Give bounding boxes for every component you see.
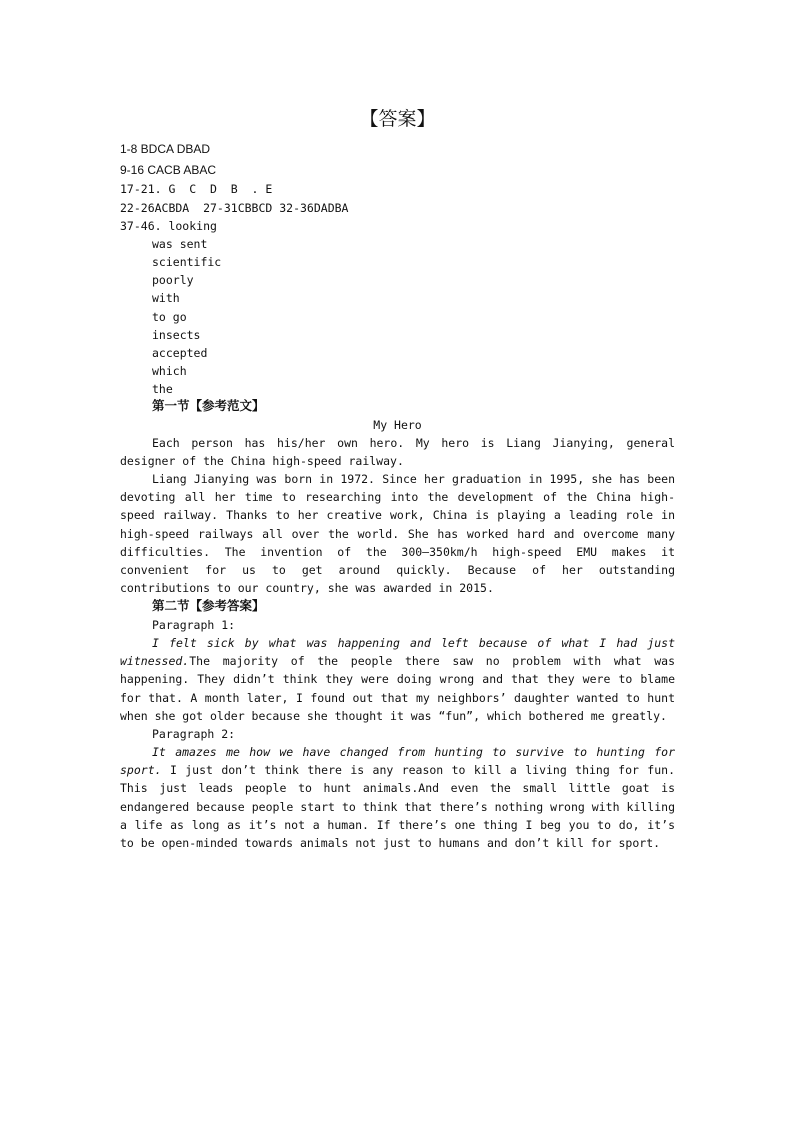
continuation-paragraph-2 [120, 743, 675, 852]
paragraph-2-label: Paragraph 2: [152, 727, 236, 741]
paragraph-2-opening: It amazes me how we have changed from hunting to survive to hunting for sport. [120, 745, 675, 778]
answer-line-2: 9-16 CACB ABAC [120, 163, 217, 177]
fill-word: poorly [152, 273, 194, 287]
answer-line-5: 37-46. looking [120, 219, 217, 233]
essay-title: My Hero [373, 418, 422, 432]
answer-line-4: 22-26ACBDA 27-31CBBCD 32-36DADBA [120, 201, 349, 215]
fill-word: which [152, 364, 187, 378]
fill-word: scientific [152, 255, 222, 269]
paragraph-1-label: Paragraph 1: [152, 618, 236, 632]
fill-word: was sent [152, 237, 208, 251]
fill-word: to go [152, 310, 187, 324]
paragraph-1-body: The majority of the people there saw no problem with what was happening. They didn’t think they were doing wrong and that they were to blame for that. A month later, I found out that my neighbors’ daughter wanted to hunt when she got older because she thought it was “fun”, which bothered me greatly. [120, 654, 675, 723]
fill-word: the [152, 382, 173, 396]
section1-header: 第一节【参考范文】 [152, 398, 265, 413]
fill-word: with [152, 291, 180, 305]
section2-header: 第二节【参考答案】 [152, 598, 265, 613]
fill-word: accepted [152, 346, 208, 360]
essay-paragraph-1: Each person has his/her own hero. My hero is Liang Jianying, general designer of the China high-speed railway. [120, 436, 675, 469]
page-title: 【答案】 [359, 108, 436, 130]
answer-line-1: 1-8 BDCA DBAD [120, 142, 211, 156]
fill-word: insects [152, 328, 201, 342]
continuation-paragraph-1 [120, 634, 675, 725]
answer-line-3: 17-21. G C D B . E [120, 182, 273, 196]
essay-paragraph-2: Liang Jianying was born in 1972. Since her graduation in 1995, she has been devoting all her time to researching into the development of the China high-speed railway. Thanks to her creative work, China is playing a leading role in high-speed railways all over the world. She has worked hard and overcome many difficulties. The invention of the 300—350km/h high-speed EMU makes it convenient for us to get around quickly. Because of her outstanding contributions to our country, she was awarded in 2015. [120, 472, 675, 596]
paragraph-1-opening: I felt sick by what was happening and left because of what I had just witnessed. [120, 636, 675, 669]
paragraph-2-body: I just don’t think there is any reason to kill a living thing for fun. This just leads people to hunt animals.And even the small little goat is endangered because people start to think that there’s nothing wrong with killing a life as long as it’s not a human. If there’s one thing I beg you to do, it’s to be open-minded towards animals not just to humans and don’t kill for sport. [120, 763, 675, 851]
